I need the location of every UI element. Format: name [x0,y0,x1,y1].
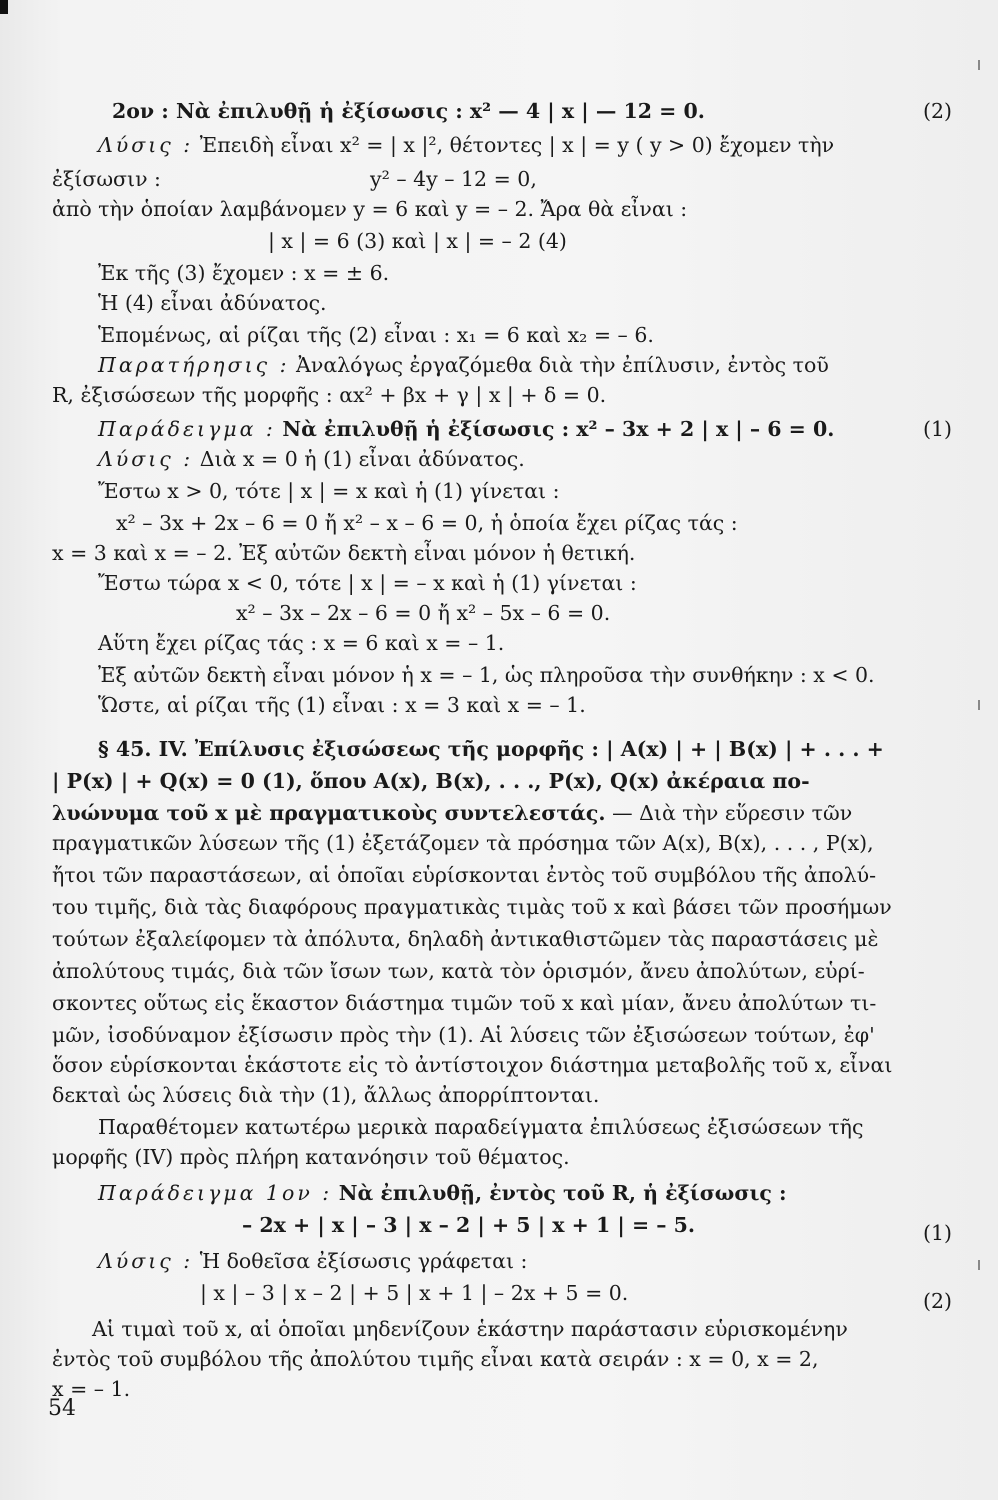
equation-line [200,1280,952,1313]
example-1-label: Παράδειγμα 1ον : [98,1181,333,1205]
page-number: 54 [48,1396,76,1421]
paragraph-line: σκοντες οὕτως εἰς ἕκαστον διάστημα τιμῶν τοῦ x καὶ μίαν, ἄνευ ἀπολύτων τι- [52,991,877,1015]
equation-number: (1) [922,417,952,441]
example-equation: Νὰ ἐπιλυθῇ ἡ ἐξίσωσις : x² – 3x + 2 | x | – 6 = 0. [282,417,835,441]
remark-label: Παρατήρησις : [98,353,290,377]
paragraph-line: ἤτοι τῶν παραστάσεων, αἱ ὁποῖαι εὑρίσκονται ἐντὸς τοῦ συμβόλου τῆς ἀπολύ- [52,863,877,887]
text-line: Ἔστω τώρα x < 0, τότε | x | = – x καὶ ἡ (1) γίνεται : [98,571,637,595]
example-1-text: Νὰ ἐπιλυθῇ, ἐντὸς τοῦ R, ἡ ἐξίσωσις : [338,1181,787,1205]
text: ἐξίσωσιν : [52,167,161,191]
text-line [52,166,958,192]
text-line: Αἱ τιμαὶ τοῦ x, αἱ ὁποῖαι μηδενίζουν ἑκάστην παράστασιν εὑρισκομένην [92,1317,848,1341]
text-line: R, ἐξισώσεων τῆς μορφῆς : αx² + βx + γ | x | + δ = 0. [52,383,607,407]
text-line: Ἐξ αὐτῶν δεκτὴ εἶναι μόνον ἡ x = – 1, ὡς πληροῦσα τὴν συνθήκην : x < 0. [98,663,875,687]
equation: y² – 4y – 12 = 0, [370,167,537,191]
text-line: ἀπὸ τὴν ὁποίαν λαμβάνομεν y = 6 καὶ y = – 2. Ἄρα θὰ εἶναι : [52,197,688,221]
paragraph-line: του τιμῆς, διὰ τὰς διαφόρους πραγματικὰς τιμὰς τοῦ x καὶ βάσει τῶν προσήμων [52,895,892,919]
text-line: ἐντὸς τοῦ συμβόλου τῆς ἀπολύτου τιμῆς εἶναι κατὰ σειράν : x = 0, x = 2, [52,1347,819,1371]
text-line: Ἔστω x > 0, τότε | x | = x καὶ ἡ (1) γίνεται : [98,479,560,503]
example-1-title [98,1180,958,1206]
solution-line [98,1248,958,1274]
text-line: x = 3 καὶ x = – 2. Ἐξ αὐτῶν δεκτὴ εἶναι μόνον ἡ θετική. [52,541,636,565]
paragraph-line: τούτων ἐξαλείφομεν τὰ ἀπόλυτα, δηλαδὴ ἀντικαθιστῶμεν τὰς παραστάσεις μὲ [52,927,879,951]
section-heading: | P(x) | + Q(x) = 0 (1), ὅπου A(x), B(x), . . ., P(x), Q(x) ἀκέραια πο- [52,769,810,793]
paragraph-line: μῶν, ἰσοδύναμον ἐξίσωσιν πρὸς τὴν (1). Αἱ λύσεις τῶν ἐξισώσεων τούτων, ἐφ' [52,1023,875,1047]
text-line: Ὥστε, αἱ ρίζαι τῆς (1) εἶναι : x = 3 καὶ x = – 1. [98,693,586,717]
paragraph-line: μορφῆς (IV) πρὸς πλήρη κατανόησιν τοῦ θέματος. [52,1145,570,1169]
section-heading: § 45. IV. Ἐπίλυσις ἐξισώσεως τῆς μορφῆς : | A(x) | + | B(x) | + . . . + [98,737,884,761]
equation-line: | x | = 6 (3) καὶ | x | = – 2 (4) [268,229,567,253]
paragraph-line: δεκταὶ ὡς λύσεις διὰ τὴν (1), ἄλλως ἀπορρίπτονται. [52,1083,600,1107]
solution-label: Λύσις : [98,133,194,157]
equation: – 2x + | x | – 3 | x – 2 | + 5 | x + 1 | = – 5. [242,1213,696,1237]
paragraph-line: πραγματικῶν λύσεων τῆς (1) ἐξετάζομεν τὰ πρόσημα τῶν A(x), B(x), . . . , P(x), [52,831,874,855]
paragraph-line: Παραθέτομεν κατωτέρω μερικὰ παραδείγματα ἐπιλύσεως ἐξισώσεων τῆς [98,1115,864,1139]
solution-line [98,132,958,158]
solution-text: Διὰ x = 0 ἡ (1) εἶναι ἀδύνατος. [199,447,525,471]
section-heading-bold: λυώνυμα τοῦ x μὲ πραγματικοὺς συντελεστάς. [52,801,606,825]
equation-number: (1) [922,1221,952,1245]
example-2-title [112,98,952,124]
section-heading [52,800,958,826]
solution-line [98,446,958,472]
section-text: — Διὰ τὴν εὕρεσιν τῶν [605,801,853,825]
edge-mark [978,700,980,710]
text-line: x = – 1. [52,1377,131,1401]
example-title [98,416,952,442]
solution-label: Λύσις : [98,1249,194,1273]
text-line: Ἐκ τῆς (3) ἔχομεν : x = ± 6. [98,261,390,285]
edge-mark [978,1260,980,1270]
equation-number: (2) [922,1289,952,1313]
equation-line: x² – 3x + 2x – 6 = 0 ἤ x² – x – 6 = 0, ἡ ὁποία ἔχει ρίζας τάς : [116,511,738,535]
scan-corner-mark [0,0,8,14]
equation-number: (2) [922,99,952,123]
edge-mark [978,60,980,70]
remark-line [98,352,958,378]
remark-text: Ἀναλόγως ἐργαζόμεθα διὰ τὴν ἐπίλυσιν, ἐντὸς τοῦ [296,353,829,377]
example-label: Παράδειγμα : [98,417,276,441]
solution-text: Ἡ δοθεῖσα ἐξίσωσις γράφεται : [199,1249,528,1273]
equation-line: x² – 3x – 2x – 6 = 0 ἤ x² – 5x – 6 = 0. [236,601,611,625]
example-2-equation: 2ον : Νὰ ἐπιλυθῇ ἡ ἐξίσωσις : x² — 4 | x | — 12 = 0. [112,99,705,123]
text-line: Ἑπομένως, αἱ ρίζαι τῆς (2) εἶναι : x₁ = 6 καὶ x₂ = – 6. [98,323,654,347]
solution-text: Ἐπειδὴ εἶναι x² = | x |², θέτοντες | x | = y ( y > 0) ἔχομεν τὴν [199,133,835,157]
paragraph-line: ὅσον εὑρίσκονται ἑκάστοτε εἰς τὸ ἀντίστοιχον διάστημα μεταβολῆς τοῦ x, εἶναι [52,1053,893,1077]
equation: | x | – 3 | x – 2 | + 5 | x + 1 | – 2x + 5 = 0. [200,1281,629,1305]
text-line: Αὕτη ἔχει ρίζας τάς : x = 6 καὶ x = – 1. [98,631,505,655]
equation-line [242,1212,952,1245]
text-line: Ἡ (4) εἶναι ἀδύνατος. [98,291,327,315]
paragraph-line: ἀπολύτους τιμάς, διὰ τῶν ἴσων των, κατὰ τὸν ὁρισμόν, ἄνευ ἀπολύτων, εὑρί- [52,959,865,983]
solution-label: Λύσις : [98,447,194,471]
